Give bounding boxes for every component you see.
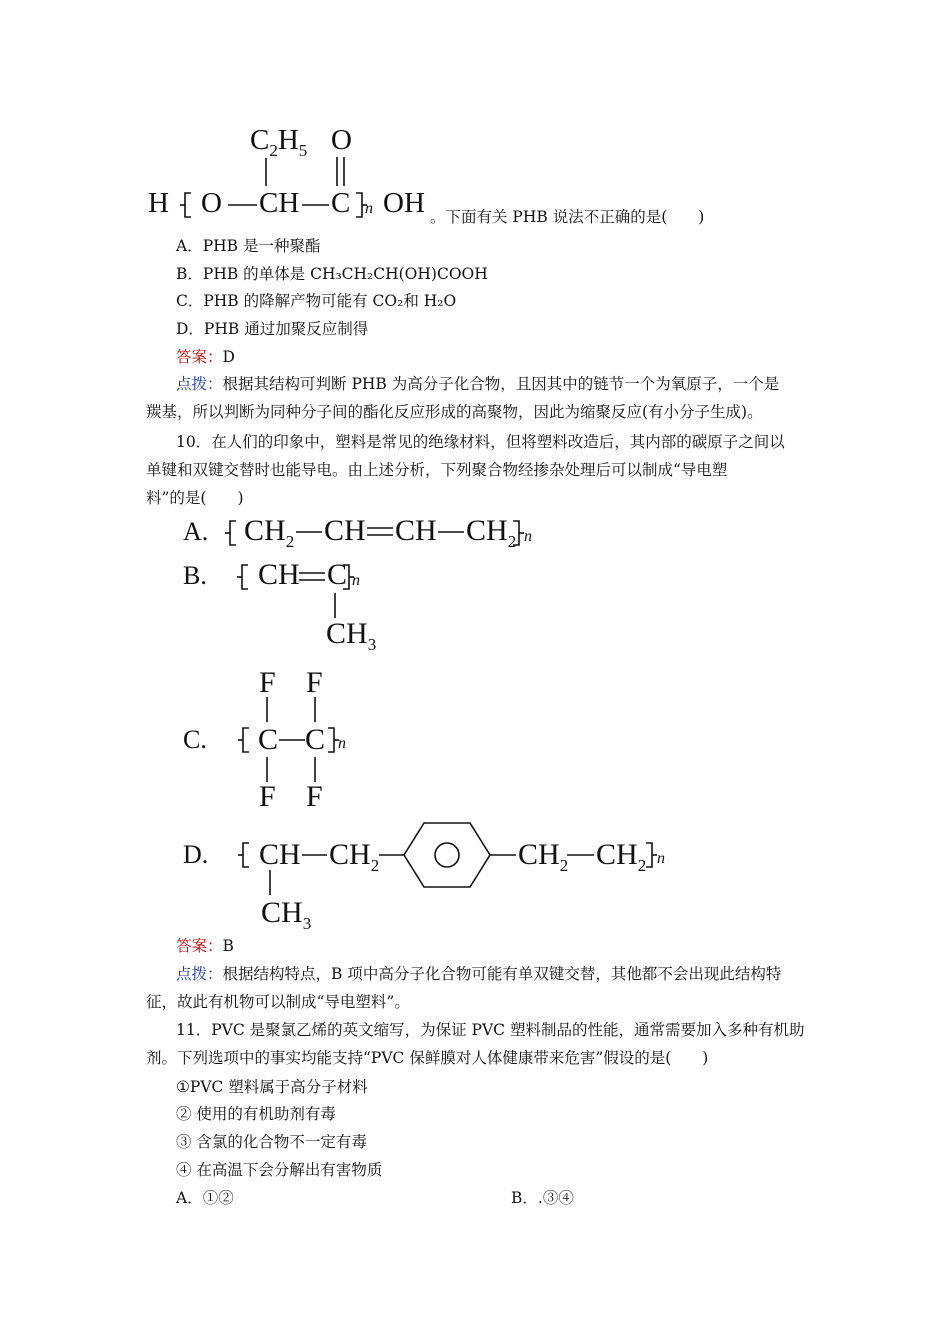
q9-hint-label: 点拨： [176,375,223,393]
benzene-ring-icon [404,823,490,887]
option-b-n: n [352,572,360,589]
benzene-ring-circle-icon [435,843,459,867]
option-a-letter: A. [183,517,209,546]
option-d-ch2-1: $CH_2$ [329,838,380,875]
option-c-c1: C [258,723,279,756]
phb-c: C [331,187,351,219]
phb-ethyl: $C_2H_5$ [250,124,308,160]
phb-o: O [201,187,222,219]
option-b-letter: B. [183,561,207,590]
phb-h: H [148,187,169,219]
option-b-c: C [327,558,348,591]
q9-hint-line-1: 根据其结构可判断 PHB 为高分子化合物，且因其中的链节一个为氧原子，一个是 [222,375,780,393]
q11-item-3: ③ 含氯的化合物不一定有毒 [176,1133,367,1151]
option-b-ch: CH [258,558,300,591]
q9-option-d: D．PHB 通过加聚反应制得 [176,320,369,338]
q11-stem-line-2: 剂。下列选项中的事实均能支持“PVC 保鲜膜对人体健康带来危害”假设的是( ) [146,1049,709,1067]
q10-answer-value: B [222,937,234,955]
option-d-ch3: $CH_3$ [261,896,312,933]
phb-oh: OH [383,187,425,219]
phb-n: n [365,200,373,217]
q11-item-1: ①PVC 塑料属于高分子材料 [176,1078,368,1096]
q10-stem-line-2: 单键和双键交替时也能导电。由上述分析，下列聚合物经掺杂处理后可以制成“导电塑 [146,461,728,479]
q11-stem [146,1016,812,1072]
option-a-n: n [524,528,532,545]
phb-carbonyl-o: O [331,124,352,156]
option-d-ch: CH [259,838,301,871]
option-c-f-bottom-right: F [306,780,323,813]
q10-stem-line-1: 10．在人们的印象中，塑料是常见的绝缘材料，但将塑料改造后，其内部的碳原子之间以 [176,433,785,451]
q10-answer [176,936,234,956]
q9-option-b: B．PHB 的单体是 CH₃CH₂CH(OH)COOH [176,265,488,283]
option-c-f-top-right: F [306,666,323,699]
option-b-ch3: $CH_3$ [326,617,377,654]
q11-item-4: ④ 在高温下会分解出有害物质 [176,1161,383,1179]
q9-option-c: C．PHB 的降解产物可能有 CO₂和 H₂O [176,292,457,310]
option-a-ch-1: CH [324,514,366,547]
option-a-ch2-1: $CH_2$ [244,514,295,551]
option-d-ch2-2: $CH_2$ [518,838,569,875]
option-c-f-bottom-left: F [259,780,276,813]
option-c-f-top-left: F [259,666,276,699]
option-c-n: n [338,735,346,752]
q10-hint-line-2: 征，故此有机物可以制成“导电塑料”。 [146,993,410,1011]
q9-option-a: A．PHB 是一种聚酯 [176,237,321,255]
q9-hint-line-2: 羰基，所以判断为同种分子间的酯化反应形成的高聚物，因此为缩聚反应(有小分子生成)。 [146,403,763,421]
q11-option-a: A．①② [176,1189,234,1207]
q9-answer-value: D [222,348,235,366]
option-a-ch-2: CH [395,514,437,547]
q11-option-b: B．.③④ [511,1189,574,1207]
q10-stem-line-3: 料”的是( ) [146,489,244,507]
option-c-c2: C [305,723,326,756]
q9-answer-label: 答案： [176,348,223,366]
phb-ch: CH [259,187,300,219]
option-a-ch2-2: $CH_2$ [466,514,517,551]
q10-answer-label: 答案： [176,937,223,955]
q9-stem-tail: 。下面有关 PHB 说法不正确的是( ) [430,208,705,226]
q10-hint-label: 点拨： [176,965,223,983]
option-d-n: n [657,850,665,867]
q10-hint [146,960,812,1016]
q11-item-2: ② 使用的有机助剂有毒 [176,1105,336,1123]
option-d-letter: D. [183,840,209,869]
option-d-ch2-3: $CH_2$ [596,838,647,875]
q10-hint-line-1: 根据结构特点，B 项中高分子化合物可能有单双键交替，其他都不会出现此结构特 [222,965,782,983]
option-c-letter: C. [183,725,207,754]
q11-stem-line-1: 11．PVC 是聚氯乙烯的英文缩写，为保证 PVC 塑料制品的性能，通常需要加入多种有机助 [176,1021,805,1039]
